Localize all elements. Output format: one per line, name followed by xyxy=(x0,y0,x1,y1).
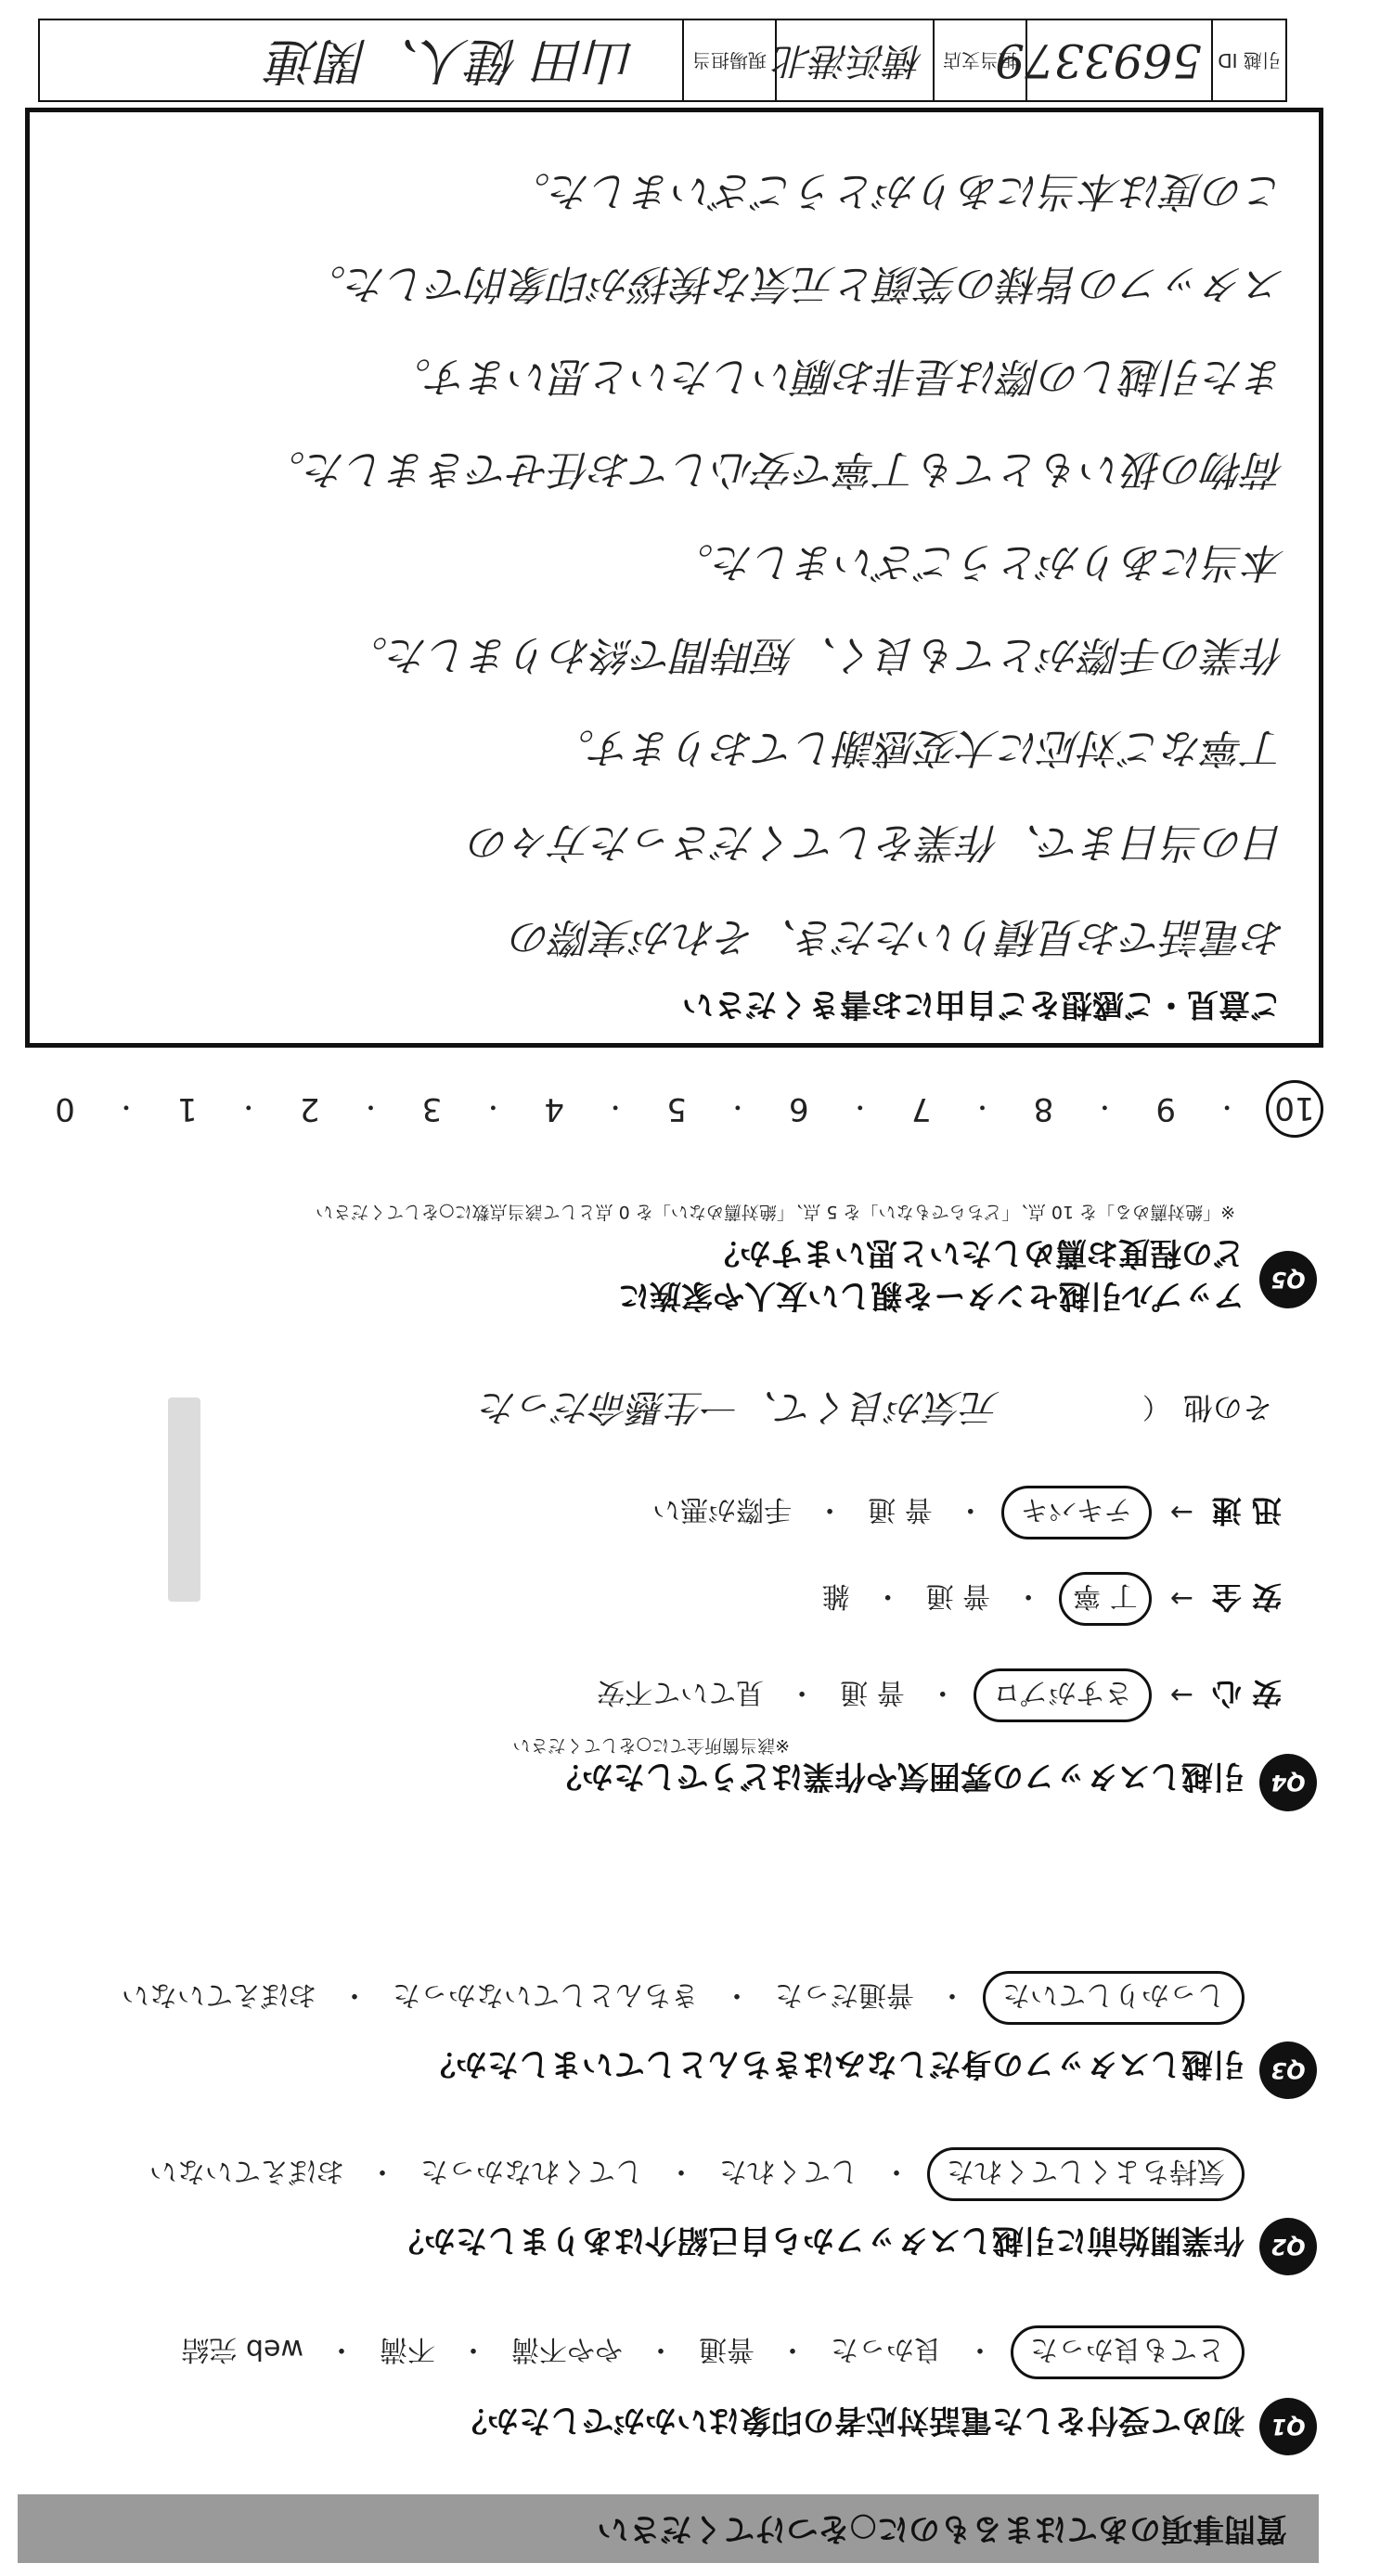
q2-text: 作業開始前に引越しスタッフから自己紹介はありましたか？ xyxy=(393,2222,1245,2259)
q1-text: 初めて受付をした電話対応者の印象はいかがでしたか？ xyxy=(456,2402,1245,2439)
q1-badge: Q1 xyxy=(1259,2398,1317,2455)
other-label: その他 xyxy=(1182,1390,1272,1426)
branch-value-cell[interactable] xyxy=(775,20,933,100)
q2-option[interactable]: してくれた xyxy=(719,2155,858,2187)
scale-number[interactable]: 4 xyxy=(544,1090,565,1127)
q1-option[interactable]: web 完結 xyxy=(181,2333,303,2365)
category-label: 安 全 xyxy=(1211,1579,1282,1615)
category-label: 迅 速 xyxy=(1211,1493,1282,1528)
q4-anzen-option[interactable]: 普 通 xyxy=(925,1579,991,1612)
instruction-bar: 質問事項のあてはまるものに○をつけてください xyxy=(18,2494,1319,2563)
id-value-cell[interactable] xyxy=(995,20,1211,100)
arrow-icon: → xyxy=(1169,1679,1193,1712)
scale-number[interactable]: 5 xyxy=(666,1090,687,1127)
scale-number[interactable]: 6 xyxy=(789,1090,809,1127)
leader-value: 山田 健人、関連 xyxy=(268,32,636,90)
id-value: 5693379 xyxy=(995,33,1202,87)
q1-option[interactable]: 不満 xyxy=(380,2333,435,2365)
comment-line: お電話でお見積りいただき、それが実際の xyxy=(510,913,1285,960)
scale-number[interactable]: 3 xyxy=(421,1090,443,1127)
comment-line: 日の当日まで、作業をしてくださった方々の xyxy=(469,818,1285,866)
q2-option-selected[interactable]: 気持ちよくしてくれた xyxy=(927,2147,1245,2201)
q4-jinsoku-option[interactable]: 手際が悪い xyxy=(652,1493,793,1526)
q2-option[interactable]: してくれなかった xyxy=(420,2155,643,2187)
scale-10-selected[interactable]: 10 xyxy=(1266,1080,1323,1138)
q4-jinsoku-option[interactable]: 普 通 xyxy=(868,1493,933,1526)
q4-anzen-option[interactable]: 雑 xyxy=(821,1579,850,1612)
q5-text-line2: どの程度お薦めしたいと思いますか？ xyxy=(708,1234,1245,1271)
comment-line: 本当にありがとうございました。 xyxy=(673,538,1285,586)
scale-number[interactable]: 1 xyxy=(177,1090,198,1127)
scale-number[interactable]: 0 xyxy=(55,1090,75,1127)
q5-note: ※「絶対薦める」を 10 点、「どちらでもない」を 5 点、「絶対薦めない」を 0 点として該当点数に○をしてください xyxy=(316,1202,1235,1222)
comment-line: また引越しの際は是非お願いしたいと思います。 xyxy=(390,353,1285,400)
arrow-icon: → xyxy=(1169,1582,1193,1616)
comment-line: この度は本当にありがとうございました。 xyxy=(509,167,1285,214)
q2-option[interactable]: おぼえていない xyxy=(149,2155,344,2187)
q4-badge: Q4 xyxy=(1259,1754,1317,1811)
q3-option[interactable]: きちんとしていなかった xyxy=(393,1978,699,2011)
leader-label: 現場担当 xyxy=(692,49,767,71)
q5-scale: 10 ・ 9 ・ 8 ・ 7 ・ 6 ・ 5 ・ 4 ・ 3 ・ 2 ・ 1 ・ 0 xyxy=(43,1080,1323,1138)
q1-options: とても良かった ・ 良かった ・ 普通 ・ やや不満 ・ 不満 ・ web 完結 xyxy=(174,2325,1245,2379)
comment-box[interactable] xyxy=(25,108,1323,1048)
q4-jinsoku-selected[interactable]: テキパキ xyxy=(1001,1486,1152,1539)
branch-value: 横浜港北 xyxy=(775,39,923,82)
id-label: 引越 ID xyxy=(1218,49,1281,71)
q4-category-anzen: 安 全 → 丁 寧 ・ 普 通 ・ 雑 xyxy=(815,1572,1282,1626)
q4-anzen-selected[interactable]: 丁 寧 xyxy=(1059,1572,1152,1626)
arrow-icon: → xyxy=(1169,1496,1193,1529)
q3-options: しっかりしていた ・ 普通だった ・ きちんとしていなかった ・ おぼえていない xyxy=(114,1971,1245,2025)
q3-option[interactable]: 普通だった xyxy=(775,1978,914,2011)
q4-category-jinsoku: 迅 速 → テキパキ ・ 普 通 ・ 手際が悪い xyxy=(645,1486,1282,1539)
leader-label-cell xyxy=(682,20,775,100)
q4-category-anshin: 安 心 → さすがプロ ・ 普 通 ・ 見ていて不安 xyxy=(589,1668,1282,1722)
q4-text: 引越しスタッフの雰囲気や作業はどうでしたか？ xyxy=(550,1758,1245,1795)
q4-note: ※該当箇所全てに○をしてください xyxy=(512,1735,790,1756)
scale-number[interactable]: 8 xyxy=(1033,1090,1054,1127)
scale-number[interactable]: 9 xyxy=(1155,1090,1177,1127)
comment-line: 作業の手際がとても良く、短時間で終わりました。 xyxy=(346,631,1285,678)
q3-text: 引越しスタッフの身だしなみはきちんとしていましたか？ xyxy=(424,2045,1245,2082)
info-table xyxy=(38,19,1287,102)
q3-option[interactable]: おぼえていない xyxy=(122,1978,316,2011)
leader-value-cell[interactable] xyxy=(40,20,682,100)
q4-anshin-selected[interactable]: さすがプロ xyxy=(974,1668,1152,1722)
comment-line: スタッフの皆様の笑顔と元気な挨拶が印象的でした。 xyxy=(305,260,1285,307)
q2-badge: Q2 xyxy=(1259,2218,1317,2275)
q1-option-selected[interactable]: とても良かった xyxy=(1011,2325,1245,2379)
q5-text-line1: アップル引越センターを親しい友人や家族に xyxy=(618,1277,1245,1314)
id-label-cell xyxy=(1211,20,1285,100)
q3-option-selected[interactable]: しっかりしていた xyxy=(983,1971,1245,2025)
other-handwritten-text[interactable]: 元気が良くて、一生懸命だった xyxy=(480,1385,1000,1428)
comment-title: ご意見・ご感想をご自由にお書きください xyxy=(682,985,1282,1023)
scale-number[interactable]: 7 xyxy=(910,1090,932,1127)
q2-options: 気持ちよくしてくれた ・ してくれた ・ してくれなかった ・ おぼえていない xyxy=(142,2147,1245,2201)
scale-number[interactable]: 2 xyxy=(299,1090,320,1127)
scan-smudge xyxy=(168,1397,200,1602)
q5-badge: Q5 xyxy=(1259,1251,1317,1308)
comment-line: 荷物の扱いもとても丁寧で安心してお任せできました。 xyxy=(264,445,1285,493)
q4-other-row: その他 （ 元気が良くて、一生懸命だった xyxy=(0,1384,1272,1436)
q1-option[interactable]: 良かった xyxy=(831,2333,942,2365)
branch-label-cell xyxy=(933,20,1025,100)
branch-label: 担当支店 xyxy=(943,49,1017,71)
q1-option[interactable]: 普通 xyxy=(699,2333,755,2365)
category-label: 安 心 xyxy=(1211,1676,1282,1711)
q3-badge: Q3 xyxy=(1259,2041,1317,2099)
q4-anshin-option[interactable]: 見ていて不安 xyxy=(597,1676,765,1708)
q4-anshin-option[interactable]: 普 通 xyxy=(840,1676,905,1708)
comment-line: 丁寧なご対応に大変感謝しております。 xyxy=(553,724,1285,771)
q1-option[interactable]: やや不満 xyxy=(511,2333,623,2365)
